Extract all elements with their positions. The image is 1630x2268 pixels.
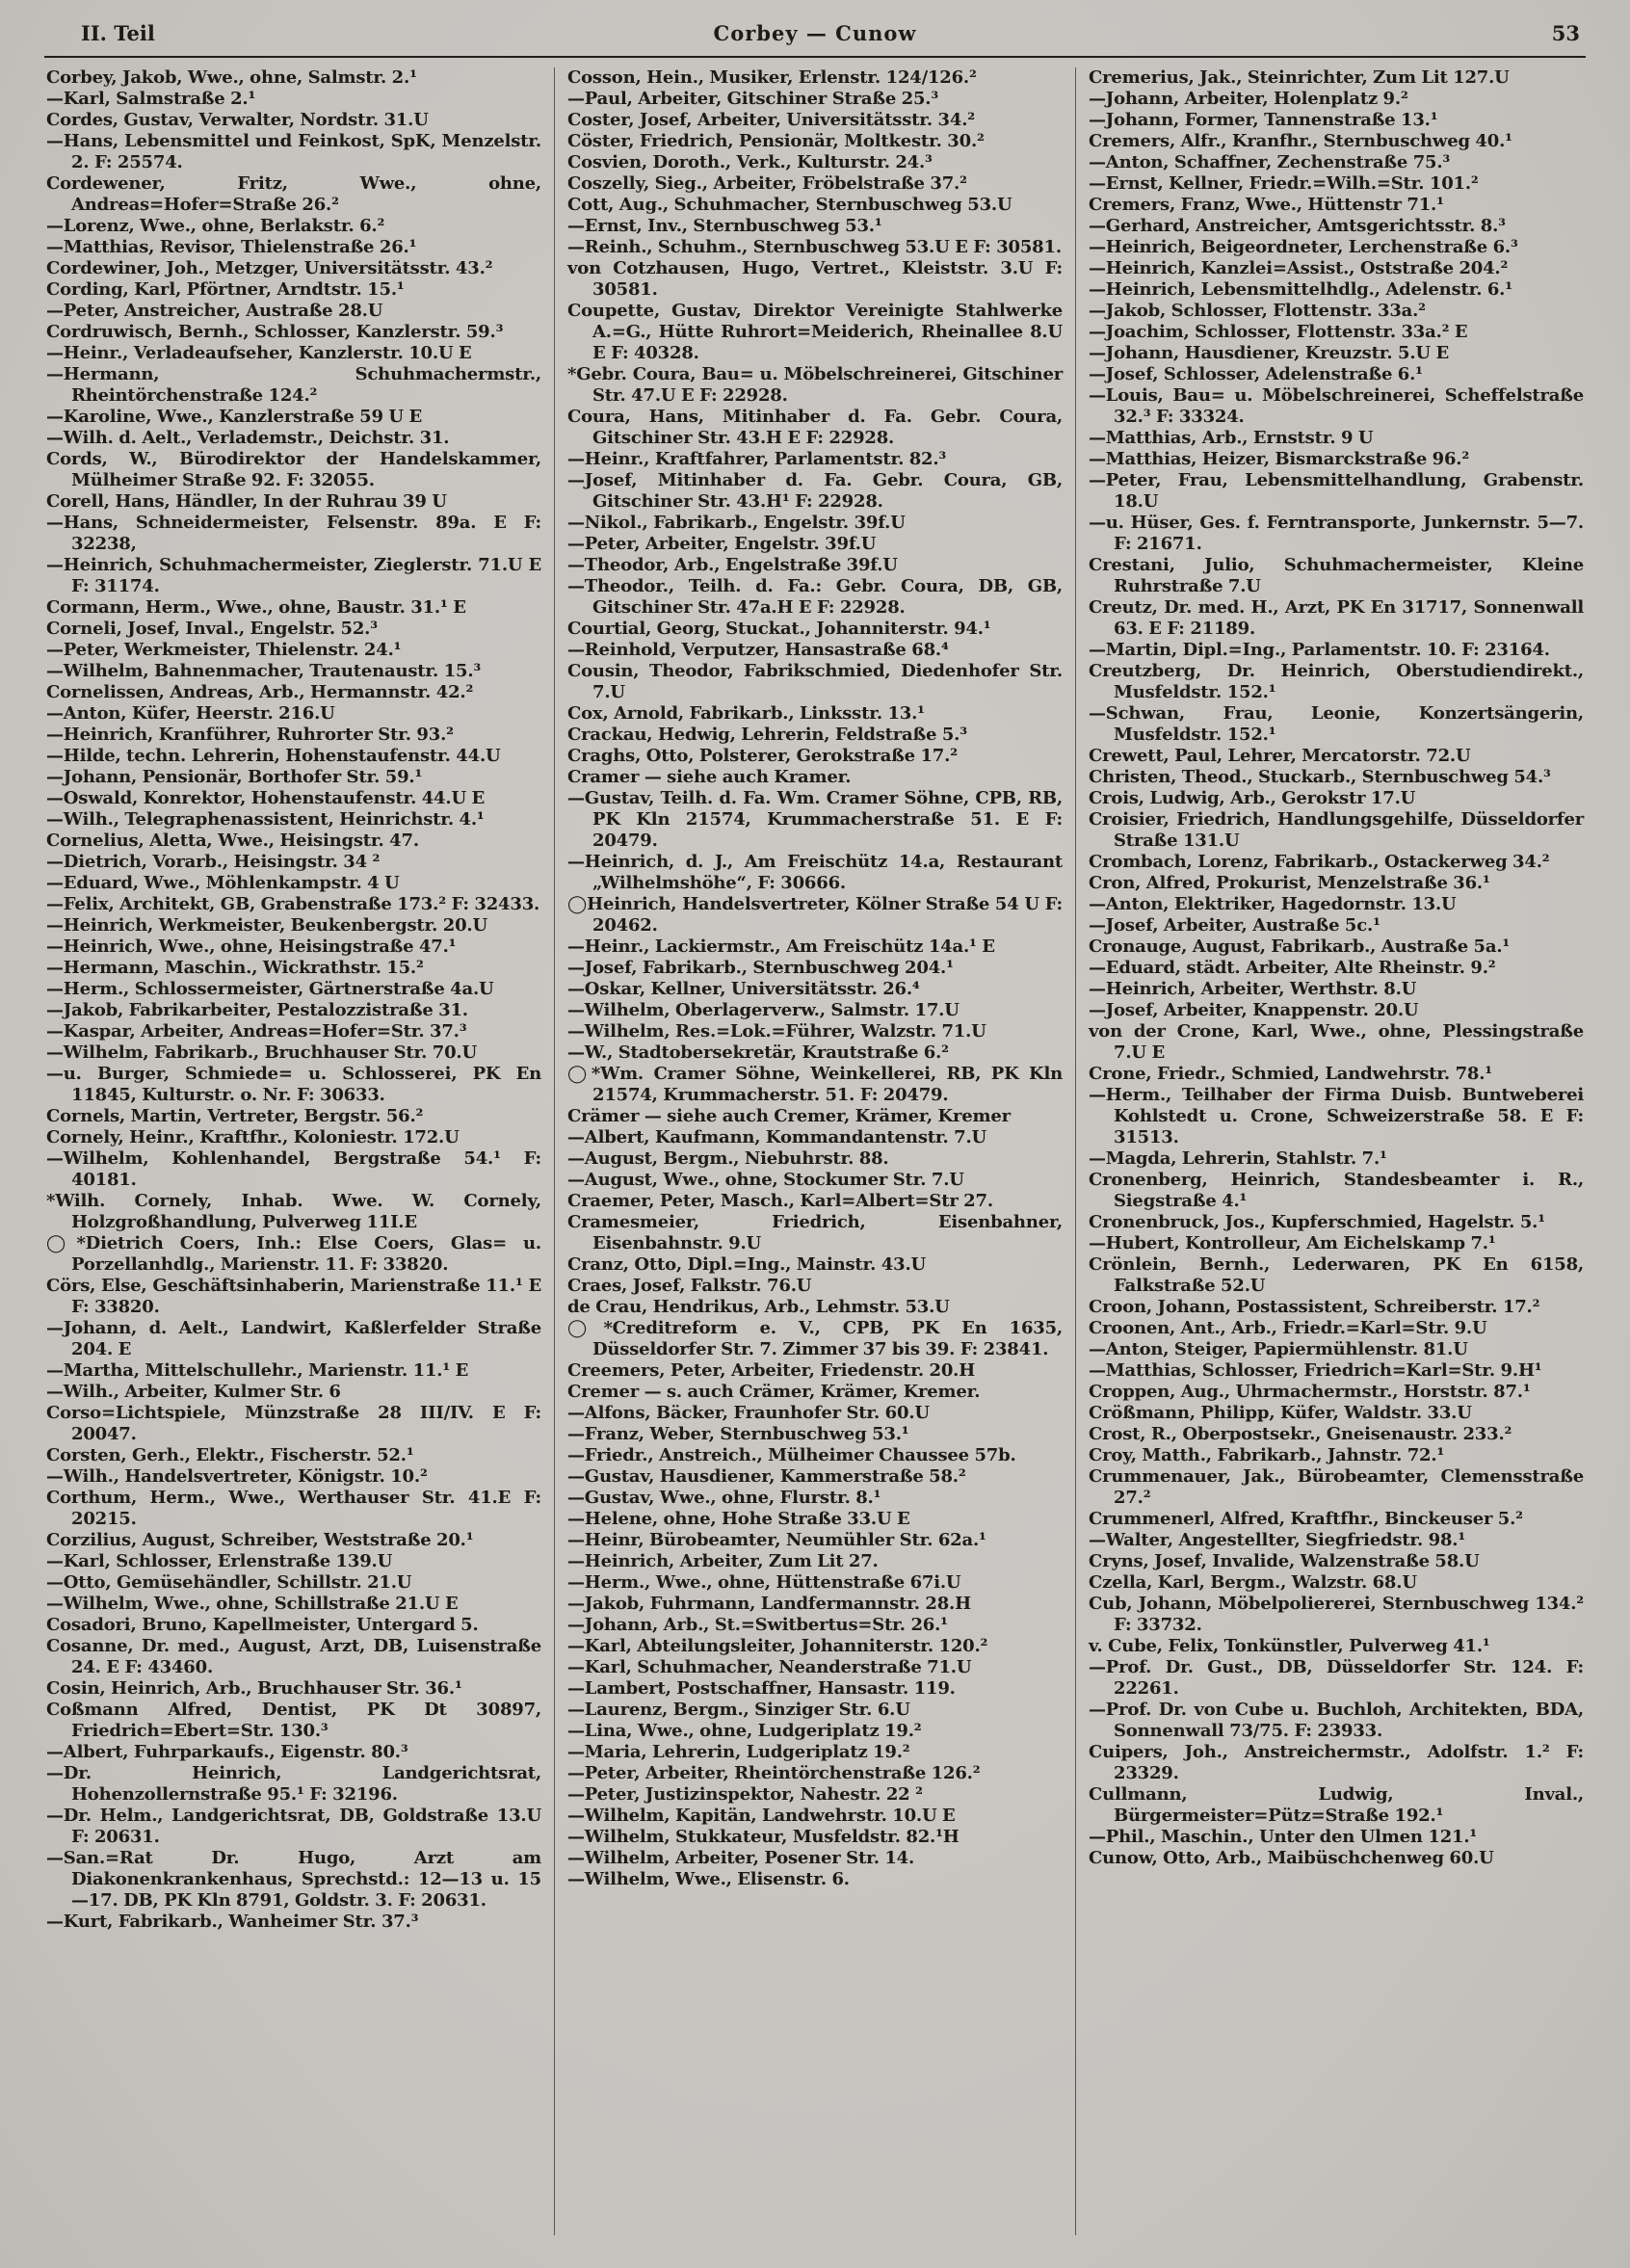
directory-entry: —Hubert, Kontrolleur, Am Eichelskamp 7.¹ <box>1089 1233 1496 1253</box>
directory-entry: —Oskar, Kellner, Universitätsstr. 26.⁴ <box>567 979 920 999</box>
directory-entry: Creutz, Dr. med. H., Arzt, PK En 31717, Sonnenwall 63. E F: 21189. <box>1089 597 1584 639</box>
directory-entry: —Heinrich, Werkmeister, Beukenbergstr. 20.U <box>46 915 487 936</box>
directory-entry: —Wilhelm, Oberlagerverw., Salmstr. 17.U <box>567 1000 960 1020</box>
directory-entry: —Anton, Elektriker, Hagedornstr. 13.U <box>1089 894 1457 914</box>
directory-entry: —Hilde, techn. Lehrerin, Hohenstaufenstr. 44.U <box>46 746 501 766</box>
directory-entry: —Matthias, Revisor, Thielenstraße 26.¹ <box>46 237 417 257</box>
directory-entry: Coupette, Gustav, Direktor Vereinigte Stahlwerke A.=G., Hütte Ruhrort=Meiderich, Rheinallee 8.U E F: 40328. <box>567 301 1063 363</box>
directory-entry: Cryns, Josef, Invalide, Walzenstraße 58.U <box>1089 1551 1480 1571</box>
directory-entry: Courtial, Georg, Stuckat., Johanniterstr. 94.¹ <box>567 619 991 639</box>
directory-entry: Crößmann, Philipp, Küfer, Waldstr. 33.U <box>1089 1403 1472 1423</box>
directory-entry: Crone, Friedr., Schmied, Landwehrstr. 78.¹ <box>1089 1064 1492 1084</box>
directory-entry: —Schwan, Frau, Leonie, Konzertsängerin, Musfeldstr. 152.¹ <box>1089 703 1584 745</box>
directory-entry: Cornels, Martin, Vertreter, Bergstr. 56.² <box>46 1106 424 1126</box>
directory-entry: —Heinrich, Kranführer, Ruhrorter Str. 93.² <box>46 725 454 745</box>
directory-entry: —Peter, Werkmeister, Thielenstr. 24.¹ <box>46 640 402 660</box>
directory-entry: —Jakob, Fabrikarbeiter, Pestalozzistraße 31. <box>46 1000 468 1020</box>
directory-entry: —Nikol., Fabrikarb., Engelstr. 39f.U <box>567 513 906 533</box>
directory-entry: Cox, Arnold, Fabrikarb., Linksstr. 13.¹ <box>567 703 925 724</box>
directory-entry: —Heinr, Bürobeamter, Neumühler Str. 62a.¹ <box>567 1530 986 1550</box>
directory-entry: Coster, Josef, Arbeiter, Universitätsstr. 34.² <box>567 110 975 130</box>
directory-entry: Cosson, Hein., Musiker, Erlenstr. 124/126.² <box>567 67 977 88</box>
directory-entry: —Herm., Teilhaber der Firma Duisb. Buntweberei Kohlstedt u. Crone, Schweizerstraße 58. E F: 31513. <box>1089 1085 1584 1147</box>
directory-entry: Cordewener, Fritz, Wwe., ohne, Andreas=Hofer=Straße 26.² <box>46 173 541 215</box>
directory-entry: Cording, Karl, Pförtner, Arndtstr. 15.¹ <box>46 279 405 300</box>
directory-entry: —u. Hüser, Ges. f. Ferntransporte, Junkernstr. 5—7. F: 21671. <box>1089 513 1584 554</box>
directory-entry: Cornelius, Aletta, Wwe., Heisingstr. 47. <box>46 831 419 851</box>
directory-entry: —Herm., Wwe., ohne, Hüttenstraße 67i.U <box>567 1572 961 1593</box>
directory-entry: —Peter, Arbeiter, Rheintörchenstraße 126.² <box>567 1763 981 1783</box>
directory-entry: —Heinr., Kraftfahrer, Parlamentstr. 82.³ <box>567 449 947 469</box>
directory-entry: —Dietrich, Vorarb., Heisingstr. 34 ² <box>46 852 381 872</box>
directory-entry: —Reinh., Schuhm., Sternbuschweg 53.U E F: 30581. <box>567 237 1062 257</box>
directory-entry: —Heinr., Lackiermstr., Am Freischütz 14a.¹ E <box>567 936 995 957</box>
directory-entry: —Wilhelm, Wwe., Elisenstr. 6. <box>567 1869 850 1889</box>
column-2 <box>554 67 1075 2235</box>
directory-entry: —Anton, Küfer, Heerstr. 216.U <box>46 703 335 724</box>
directory-entry: —Theodor., Teilh. d. Fa.: Gebr. Coura, DB, GB, Gitschiner Str. 47a.H E F: 22928. <box>567 576 1063 618</box>
directory-entry: Coßmann Alfred, Dentist, PK Dt 30897, Friedrich=Ebert=Str. 130.³ <box>46 1700 541 1741</box>
directory-entry: —Heinrich, Lebensmittelhdlg., Adelenstr. 6.¹ <box>1089 279 1512 300</box>
section-label: II. Teil <box>81 21 155 45</box>
directory-entry: Coszelly, Sieg., Arbeiter, Fröbelstraße 37.² <box>567 173 967 194</box>
directory-entry: Cörs, Else, Geschäftsinhaberin, Marienstraße 11.¹ E F: 33820. <box>46 1276 541 1317</box>
directory-entry: Corthum, Herm., Wwe., Werthauser Str. 41.E F: 20215. <box>46 1488 541 1529</box>
directory-entry: ◯Heinrich, Handelsvertreter, Kölner Straße 54 U F: 20462. <box>567 894 1063 936</box>
directory-entry: Cub, Johann, Möbelpoliererei, Sternbuschweg 134.² F: 33732. <box>1089 1594 1584 1635</box>
directory-entry: Coura, Hans, Mitinhaber d. Fa. Gebr. Coura, Gitschiner Str. 43.H E F: 22928. <box>567 407 1063 448</box>
directory-entry: —Wilh., Handelsvertreter, Königstr. 10.² <box>46 1466 428 1487</box>
directory-entry: —Albert, Fuhrparkaufs., Eigenstr. 80.³ <box>46 1742 408 1762</box>
directory-entry: Cuipers, Joh., Anstreichermstr., Adolfstr. 1.² F: 23329. <box>1089 1742 1584 1783</box>
directory-entry: —Jakob, Fuhrmann, Landfermannstr. 28.H <box>567 1594 971 1614</box>
directory-entry: —W., Stadtobersekretär, Krautstraße 6.² <box>567 1042 949 1063</box>
directory-entry: Cremers, Alfr., Kranfhr., Sternbuschweg 40.¹ <box>1089 131 1512 151</box>
directory-entry: Croisier, Friedrich, Handlungsgehilfe, Düsseldorfer Straße 131.U <box>1089 809 1584 851</box>
directory-entry: Czella, Karl, Bergm., Walzstr. 68.U <box>1089 1572 1417 1593</box>
directory-entry: —Wilh., Arbeiter, Kulmer Str. 6 <box>46 1382 341 1402</box>
directory-entry: ◯*Dietrich Coers, Inh.: Else Coers, Glas= u. Porzellanhdlg., Marienstr. 11. F: 33820. <box>46 1233 541 1275</box>
directory-entry: —Peter, Justizinspektor, Nahestr. 22 ² <box>567 1784 923 1805</box>
directory-entry: —Johann, Hausdiener, Kreuzstr. 5.U E <box>1089 343 1449 363</box>
directory-entry: —Heinrich, d. J., Am Freischütz 14.a, Restaurant „Wilhelmshöhe“, F: 30666. <box>567 852 1063 893</box>
directory-entry: von der Crone, Karl, Wwe., ohne, Plessingstraße 7.U E <box>1089 1021 1584 1063</box>
directory-entry: —Heinr., Verladeaufseher, Kanzlerstr. 10.U E <box>46 343 472 363</box>
directory-entry: —Eduard, städt. Arbeiter, Alte Rheinstr. 9.² <box>1089 958 1496 978</box>
directory-entry: Craes, Josef, Falkstr. 76.U <box>567 1276 812 1296</box>
header-rule <box>44 56 1586 58</box>
directory-entry: —Johann, Arbeiter, Holenplatz 9.² <box>1089 89 1408 109</box>
directory-entry: —Karl, Salmstraße 2.¹ <box>46 89 256 109</box>
directory-entry: —Johann, Pensionär, Borthofer Str. 59.¹ <box>46 767 423 787</box>
directory-entry: —Johann, d. Aelt., Landwirt, Kaßlerfelder Straße 204. E <box>46 1318 541 1359</box>
directory-entry: Crämer — siehe auch Cremer, Krämer, Kremer <box>567 1106 1011 1126</box>
directory-entry: —Peter, Frau, Lebensmittelhandlung, Grabenstr. 18.U <box>1089 470 1584 512</box>
directory-entry: Cron, Alfred, Prokurist, Menzelstraße 36.¹ <box>1089 873 1490 893</box>
directory-entry: Cott, Aug., Schuhmacher, Sternbuschweg 53.U <box>567 195 1012 215</box>
directory-entry: —Prof. Dr. von Cube u. Buchloh, Architekten, BDA, Sonnenwall 73/75. F: 23933. <box>1089 1700 1584 1741</box>
directory-entry: v. Cube, Felix, Tonkünstler, Pulverweg 41.¹ <box>1089 1636 1490 1656</box>
directory-entry: —Wilh. d. Aelt., Verlademstr., Deichstr. 31. <box>46 428 450 448</box>
directory-entry: —Oswald, Konrektor, Hohenstaufenstr. 44.U E <box>46 788 486 808</box>
directory-entry: Cranz, Otto, Dipl.=Ing., Mainstr. 43.U <box>567 1254 927 1275</box>
directory-entry: —Gustav, Hausdiener, Kammerstraße 58.² <box>567 1466 966 1487</box>
directory-entry: —Walter, Angestellter, Siegfriedstr. 98.¹ <box>1089 1530 1466 1550</box>
directory-entry: Cronenberg, Heinrich, Standesbeamter i. R., Siegstraße 4.¹ <box>1089 1170 1584 1211</box>
directory-entry: Cordruwisch, Bernh., Schlosser, Kanzlerstr. 59.³ <box>46 322 504 342</box>
page-title: Corbey — Cunow <box>713 21 917 45</box>
directory-entry: Crummenauer, Jak., Bürobeamter, Clemensstraße 27.² <box>1089 1466 1584 1508</box>
directory-entry: —Peter, Anstreicher, Austraße 28.U <box>46 301 383 321</box>
directory-entry: —Karoline, Wwe., Kanzlerstraße 59 U E <box>46 407 422 427</box>
directory-entry: Cosvien, Doroth., Verk., Kulturstr. 24.³ <box>567 152 933 172</box>
directory-entry: —Helene, ohne, Hohe Straße 33.U E <box>567 1509 910 1529</box>
directory-entry: —Hermann, Maschin., Wickrathstr. 15.² <box>46 958 424 978</box>
directory-entry: —Josef, Mitinhaber d. Fa. Gebr. Coura, GB, Gitschiner Str. 43.H¹ F: 22928. <box>567 470 1063 512</box>
directory-entry: —Wilhelm, Fabrikarb., Bruchhauser Str. 70.U <box>46 1042 477 1063</box>
directory-entry: —Lambert, Postschaffner, Hansastr. 119. <box>567 1678 956 1699</box>
directory-entry: —Heinrich, Arbeiter, Zum Lit 27. <box>567 1551 879 1571</box>
directory-columns <box>44 67 1586 2235</box>
directory-entry: —Wilhelm, Kohlenhandel, Bergstraße 54.¹ F: 40181. <box>46 1148 541 1190</box>
directory-entry: —Josef, Fabrikarb., Sternbuschweg 204.¹ <box>567 958 954 978</box>
directory-entry: Crost, R., Oberpostsekr., Gneisenaustr. 233.² <box>1089 1424 1512 1444</box>
directory-entry: —August, Bergm., Niebuhrstr. 88. <box>567 1148 889 1169</box>
directory-entry: Cousin, Theodor, Fabrikschmied, Diedenhofer Str. 7.U <box>567 661 1063 702</box>
directory-entry: —Alfons, Bäcker, Fraunhofer Str. 60.U <box>567 1403 930 1423</box>
directory-entry: Crombach, Lorenz, Fabrikarb., Ostackerweg 34.² <box>1089 852 1550 872</box>
directory-entry: —Maria, Lehrerin, Ludgeriplatz 19.² <box>567 1742 910 1762</box>
directory-entry: von Cotzhausen, Hugo, Vertret., Kleiststr. 3.U F: 30581. <box>567 258 1063 300</box>
directory-entry: Cullmann, Ludwig, Inval., Bürgermeister=Pütz=Straße 192.¹ <box>1089 1784 1584 1826</box>
directory-entry: ◯*Wm. Cramer Söhne, Weinkellerei, RB, PK Kln 21574, Krummacherstr. 51. F: 20479. <box>567 1064 1063 1105</box>
directory-entry: Cordewiner, Joh., Metzger, Universitätsstr. 43.² <box>46 258 493 278</box>
directory-entry: Cords, W., Bürodirektor der Handelskammer, Mülheimer Straße 92. F: 32055. <box>46 449 541 490</box>
directory-entry: —Hans, Schneidermeister, Felsenstr. 89a. E F: 32238, <box>46 513 541 554</box>
column-1 <box>44 67 554 2235</box>
directory-entry: Cosanne, Dr. med., August, Arzt, DB, Luisenstraße 24. E F: 43460. <box>46 1636 541 1677</box>
directory-entry: —Johann, Arb., St.=Switbertus=Str. 26.¹ <box>567 1615 948 1635</box>
directory-entry: Cramesmeier, Friedrich, Eisenbahner, Eisenbahnstr. 9.U <box>567 1212 1063 1253</box>
directory-entry: Corso=Lichtspiele, Münzstraße 28 III/IV. E F: 20047. <box>46 1403 541 1444</box>
directory-entry: —Wilhelm, Stukkateur, Musfeldstr. 82.¹H <box>567 1827 960 1847</box>
directory-entry: de Crau, Hendrikus, Arb., Lehmstr. 53.U <box>567 1297 950 1317</box>
directory-entry: —Felix, Architekt, GB, Grabenstraße 173.² F: 32433. <box>46 894 540 914</box>
directory-entry: —Lina, Wwe., ohne, Ludgeriplatz 19.² <box>567 1721 922 1741</box>
directory-entry: Cremer — s. auch Crämer, Krämer, Kremer. <box>567 1382 981 1402</box>
directory-entry: —Gustav, Teilh. d. Fa. Wm. Cramer Söhne, CPB, RB, PK Kln 21574, Krummacherstraße 51. E F: 20479. <box>567 788 1063 851</box>
directory-entry: —Dr. Helm., Landgerichtsrat, DB, Goldstraße 13.U F: 20631. <box>46 1806 541 1847</box>
directory-entry: Crönlein, Bernh., Lederwaren, PK En 6158, Falkstraße 52.U <box>1089 1254 1584 1296</box>
directory-entry: —Wilhelm, Arbeiter, Posener Str. 14. <box>567 1848 915 1868</box>
directory-entry: —Kaspar, Arbeiter, Andreas=Hofer=Str. 37.³ <box>46 1021 467 1042</box>
directory-entry: —Prof. Dr. Gust., DB, Düsseldorfer Str. 124. F: 22261. <box>1089 1657 1584 1699</box>
directory-entry: —Karl, Abteilungsleiter, Johanniterstr. 120.² <box>567 1636 988 1656</box>
directory-entry: Corzilius, August, Schreiber, Weststraße 20.¹ <box>46 1530 474 1550</box>
directory-entry: —Gustav, Wwe., ohne, Flurstr. 8.¹ <box>567 1488 881 1508</box>
directory-entry: —Phil., Maschin., Unter den Ulmen 121.¹ <box>1089 1827 1478 1847</box>
directory-entry: —Heinrich, Arbeiter, Werthstr. 8.U <box>1089 979 1417 999</box>
directory-entry: —Louis, Bau= u. Möbelschreinerei, Scheffelstraße 32.³ F: 33324. <box>1089 385 1584 427</box>
directory-entry: —Wilhelm, Kapitän, Landwehrstr. 10.U E <box>567 1806 956 1826</box>
directory-entry: Croy, Matth., Fabrikarb., Jahnstr. 72.¹ <box>1089 1445 1445 1465</box>
directory-entry: —Joachim, Schlosser, Flottenstr. 33a.² E <box>1089 322 1468 342</box>
directory-entry: —Karl, Schlosser, Erlenstraße 139.U <box>46 1551 393 1571</box>
page-header <box>44 21 1586 54</box>
directory-entry: —Gerhard, Anstreicher, Amtsgerichtsstr. 8.³ <box>1089 216 1506 236</box>
directory-entry: Corneli, Josef, Inval., Engelstr. 52.³ <box>46 619 378 639</box>
directory-entry: —Johann, Former, Tannenstraße 13.¹ <box>1089 110 1438 130</box>
directory-entry: —Anton, Steiger, Papiermühlenstr. 81.U <box>1089 1339 1468 1359</box>
directory-entry: Corbey, Jakob, Wwe., ohne, Salmstr. 2.¹ <box>46 67 417 88</box>
directory-entry: —Reinhold, Verputzer, Hansastraße 68.⁴ <box>567 640 949 660</box>
directory-entry: Cornelissen, Andreas, Arb., Hermannstr. 42.² <box>46 682 474 702</box>
directory-entry: —Ernst, Inv., Sternbuschweg 53.¹ <box>567 216 882 236</box>
directory-entry: Cronenbruck, Jos., Kupferschmied, Hagelstr. 5.¹ <box>1089 1212 1545 1232</box>
directory-entry: Croonen, Ant., Arb., Friedr.=Karl=Str. 9.U <box>1089 1318 1487 1338</box>
directory-entry: —Peter, Arbeiter, Engelstr. 39f.U <box>567 534 877 554</box>
directory-entry: —August, Wwe., ohne, Stockumer Str. 7.U <box>567 1170 964 1190</box>
directory-entry: —Josef, Arbeiter, Knappenstr. 20.U <box>1089 1000 1419 1020</box>
directory-entry: Creutzberg, Dr. Heinrich, Oberstudiendirekt., Musfeldstr. 152.¹ <box>1089 661 1584 702</box>
directory-entry: Corsten, Gerh., Elektr., Fischerstr. 52.¹ <box>46 1445 414 1465</box>
directory-entry: Cunow, Otto, Arb., Maibüschchenweg 60.U <box>1089 1848 1494 1868</box>
directory-entry: Cornely, Heinr., Kraftfhr., Koloniestr. 172.U <box>46 1127 460 1147</box>
directory-entry: —Friedr., Anstreich., Mülheimer Chaussee 57b. <box>567 1445 1016 1465</box>
directory-entry: Cöster, Friedrich, Pensionär, Moltkestr. 30.² <box>567 131 985 151</box>
directory-entry: Christen, Theod., Stuckarb., Sternbuschweg 54.³ <box>1089 767 1551 787</box>
directory-entry: Crois, Ludwig, Arb., Gerokstr 17.U <box>1089 788 1416 808</box>
directory-entry: —Matthias, Arb., Ernststr. 9 U <box>1089 428 1374 448</box>
directory-entry: ◯*Creditreform e. V., CPB, PK En 1635, Düsseldorfer Str. 7. Zimmer 37 bis 39. F: 23841. <box>567 1318 1063 1359</box>
directory-entry: —Heinrich, Wwe., ohne, Heisingstraße 47.¹ <box>46 936 457 957</box>
directory-entry: —Ernst, Kellner, Friedr.=Wilh.=Str. 101.² <box>1089 173 1479 194</box>
directory-entry: —Anton, Schaffner, Zechenstraße 75.³ <box>1089 152 1451 172</box>
directory-entry: Croon, Johann, Postassistent, Schreiberstr. 17.² <box>1089 1297 1540 1317</box>
directory-entry: Crewett, Paul, Lehrer, Mercatorstr. 72.U <box>1089 746 1471 766</box>
directory-entry: —Franz, Weber, Sternbuschweg 53.¹ <box>567 1424 909 1444</box>
directory-entry: *Gebr. Coura, Bau= u. Möbelschreinerei, Gitschiner Str. 47.U E F: 22928. <box>567 364 1063 406</box>
directory-entry: —Heinrich, Schuhmachermeister, Zieglerstr. 71.U E F: 31174. <box>46 555 541 596</box>
directory-entry: Cremers, Franz, Wwe., Hüttenstr 71.¹ <box>1089 195 1444 215</box>
directory-entry: Creemers, Peter, Arbeiter, Friedenstr. 20.H <box>567 1360 976 1381</box>
directory-entry: —Matthias, Schlosser, Friedrich=Karl=Str. 9.H¹ <box>1089 1360 1542 1381</box>
directory-entry: —Magda, Lehrerin, Stahlstr. 7.¹ <box>1089 1148 1387 1169</box>
directory-entry: —Kurt, Fabrikarb., Wanheimer Str. 37.³ <box>46 1912 419 1932</box>
directory-entry: —Martha, Mittelschullehr., Marienstr. 11.¹ E <box>46 1360 469 1381</box>
column-3 <box>1075 67 1586 2235</box>
directory-entry: —Josef, Schlosser, Adelenstraße 6.¹ <box>1089 364 1423 384</box>
directory-entry: —Josef, Arbeiter, Austraße 5c.¹ <box>1089 915 1380 936</box>
directory-entry: —Jakob, Schlosser, Flottenstr. 33a.² <box>1089 301 1426 321</box>
directory-entry: —Eduard, Wwe., Möhlenkampstr. 4 U <box>46 873 400 893</box>
directory-entry: —Otto, Gemüsehändler, Schillstr. 21.U <box>46 1572 412 1593</box>
directory-entry: —Karl, Schuhmacher, Neanderstraße 71.U <box>567 1657 972 1677</box>
directory-entry: Cronauge, August, Fabrikarb., Austraße 5a.¹ <box>1089 936 1511 957</box>
directory-entry: Cormann, Herm., Wwe., ohne, Baustr. 31.¹ E <box>46 597 466 618</box>
directory-entry: —Heinrich, Kanzlei=Assist., Oststraße 204.² <box>1089 258 1509 278</box>
directory-entry: Craemer, Peter, Masch., Karl=Albert=Str 27. <box>567 1191 993 1211</box>
directory-entry: Cordes, Gustav, Verwalter, Nordstr. 31.U <box>46 110 429 130</box>
directory-entry: —Dr. Heinrich, Landgerichtsrat, Hohenzollernstraße 95.¹ F: 32196. <box>46 1763 541 1805</box>
directory-entry: Cosin, Heinrich, Arb., Bruchhauser Str. 36.¹ <box>46 1678 462 1699</box>
directory-entry: *Wilh. Cornely, Inhab. Wwe. W. Cornely, Holzgroßhandlung, Pulverweg 11I.E <box>46 1191 541 1232</box>
directory-entry: —Martin, Dipl.=Ing., Parlamentstr. 10. F: 23164. <box>1089 640 1550 660</box>
directory-entry: —Wilhelm, Bahnenmacher, Trautenaustr. 15.³ <box>46 661 482 681</box>
directory-entry: Corell, Hans, Händler, In der Ruhrau 39 U <box>46 491 447 512</box>
directory-entry: Croppen, Aug., Uhrmachermstr., Horststr. 87.¹ <box>1089 1382 1531 1402</box>
directory-entry: Cosadori, Bruno, Kapellmeister, Untergard 5. <box>46 1615 479 1635</box>
page-number: 53 <box>1551 21 1580 45</box>
directory-entry: Craghs, Otto, Polsterer, Gerokstraße 17.² <box>567 746 958 766</box>
directory-entry: —Theodor, Arb., Engelstraße 39f.U <box>567 555 898 575</box>
directory-entry: Cremerius, Jak., Steinrichter, Zum Lit 127.U <box>1089 67 1510 88</box>
directory-entry: Cramer — siehe auch Kramer. <box>567 767 852 787</box>
directory-entry: —Hermann, Schuhmachermstr., Rheintörchenstraße 124.² <box>46 364 541 406</box>
directory-entry: Crackau, Hedwig, Lehrerin, Feldstraße 5.³ <box>567 725 967 745</box>
directory-entry: —Laurenz, Bergm., Sinziger Str. 6.U <box>567 1700 910 1720</box>
directory-entry: —Albert, Kaufmann, Kommandantenstr. 7.U <box>567 1127 987 1147</box>
directory-entry: —Hans, Lebensmittel und Feinkost, SpK, Menzelstr. 2. F: 25574. <box>46 131 541 172</box>
directory-entry: Crummenerl, Alfred, Kraftfhr., Binckeuser 5.² <box>1089 1509 1523 1529</box>
directory-entry: —u. Burger, Schmiede= u. Schlosserei, PK En 11845, Kulturstr. o. Nr. F: 30633. <box>46 1064 541 1105</box>
directory-entry: —Wilhelm, Wwe., ohne, Schillstraße 21.U E <box>46 1594 459 1614</box>
directory-entry: —Paul, Arbeiter, Gitschiner Straße 25.³ <box>567 89 939 109</box>
directory-entry: —Wilh., Telegraphenassistent, Heinrichstr. 4.¹ <box>46 809 485 830</box>
directory-entry: —San.=Rat Dr. Hugo, Arzt am Diakonenkrankenhaus, Sprechstd.: 12—13 u. 15—17. DB, PK Kln 8791, Goldstr. 3. F: 20631. <box>46 1848 541 1911</box>
directory-entry: —Matthias, Heizer, Bismarckstraße 96.² <box>1089 449 1470 469</box>
directory-entry: —Herm., Schlossermeister, Gärtnerstraße 4a.U <box>46 979 494 999</box>
directory-entry: —Wilhelm, Res.=Lok.=Führer, Walzstr. 71.U <box>567 1021 986 1042</box>
directory-entry: —Heinrich, Beigeordneter, Lerchenstraße 6.³ <box>1089 237 1518 257</box>
directory-entry: —Lorenz, Wwe., ohne, Berlakstr. 6.² <box>46 216 385 236</box>
directory-entry: Crestani, Julio, Schuhmachermeister, Kleine Ruhrstraße 7.U <box>1089 555 1584 596</box>
